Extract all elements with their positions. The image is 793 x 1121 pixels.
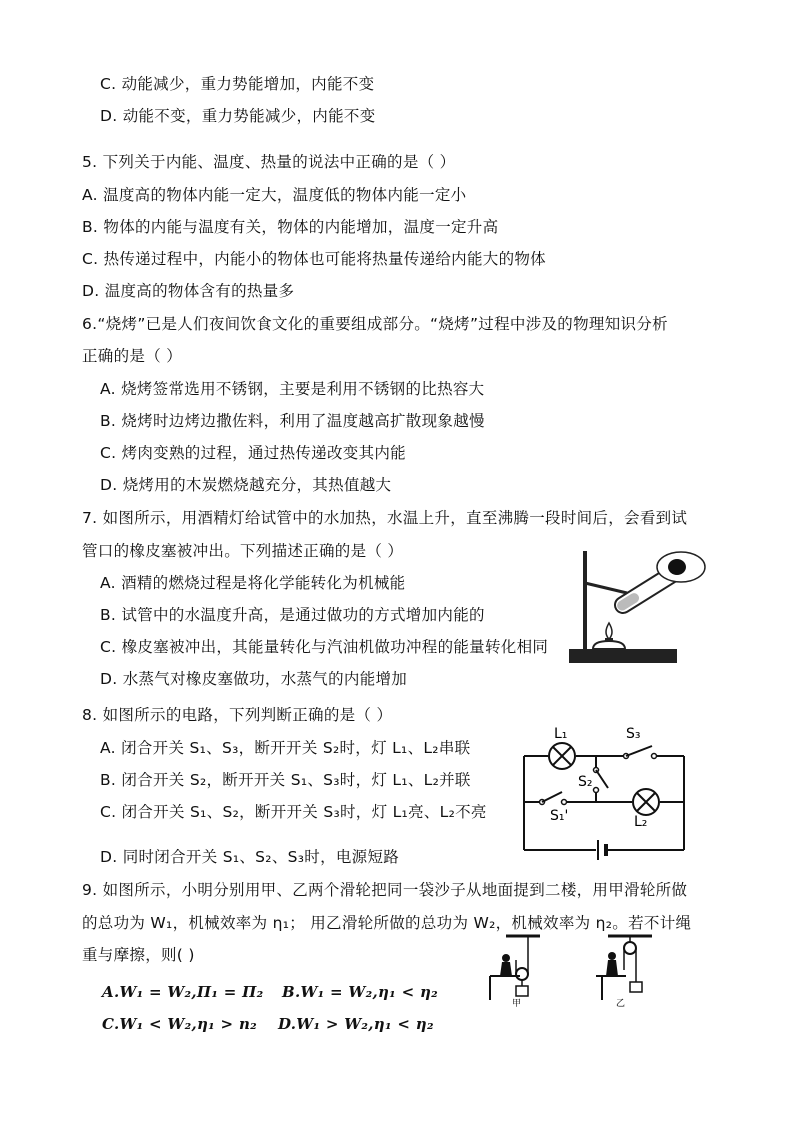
lamp-l2 — [633, 789, 659, 815]
q6-option-d: D. 烧烤用的木炭燃烧越充分，其热值越大 — [100, 476, 392, 494]
label-l2: L₂ — [634, 814, 648, 830]
q5-option-c: C. 热传递过程中，内能小的物体也可能将热量传递给内能大的物体 — [82, 250, 546, 268]
q5-stem: 5. 下列关于内能、温度、热量的说法中正确的是（ ） — [82, 153, 456, 171]
q9-option-b: B.W₁ = W₂,η₁ < η₂ — [282, 983, 439, 1001]
stand-base — [569, 649, 677, 663]
q9-option-c: C.W₁ < W₂,η₁ > n₂ — [102, 1015, 258, 1033]
test-tube-heating-figure — [565, 545, 715, 667]
q6-option-a: A. 烧烤签常选用不锈钢，主要是利用不锈钢的比热容大 — [100, 380, 485, 398]
q6-stem-line1: 6.“烧烤”已是人们夜间饮食文化的重要组成部分。“烧烤”过程中涉及的物理知识分析 — [82, 315, 668, 333]
q9-option-d: D.W₁ > W₂,η₁ < η₂ — [278, 1015, 434, 1033]
q4-option-c: C. 动能减少，重力势能增加，内能不变 — [100, 75, 375, 93]
sandbag-yi — [630, 982, 642, 992]
pulley-yi — [596, 936, 652, 1008]
lamp-l1 — [549, 743, 575, 769]
clamp-arm — [585, 583, 627, 593]
switch-s3 — [624, 746, 657, 759]
label-yi: 乙 — [616, 999, 626, 1008]
pulley-jia — [490, 936, 540, 1008]
q8-option-c: C. 闭合开关 S₁、S₂，断开开关 S₃时，灯 L₁亮、L₂不亮 — [100, 803, 487, 821]
q7-option-b: B. 试管中的水温度升高，是通过做功的方式增加内能的 — [100, 606, 485, 624]
q5-option-d: D. 温度高的物体含有的热量多 — [82, 282, 295, 300]
q6-option-c: C. 烤肉变熟的过程，通过热传递改变其内能 — [100, 444, 406, 462]
q8-stem: 8. 如图所示的电路，下列判断正确的是（ ） — [82, 706, 393, 724]
q7-stem-line2: 管口的橡皮塞被冲出。下列描述正确的是（ ） — [82, 542, 404, 560]
alcohol-lamp — [593, 641, 625, 649]
switch-s1 — [540, 792, 567, 805]
battery — [598, 840, 606, 860]
q9-stem-line3: 重与摩擦，则( ) — [82, 946, 195, 964]
q9-stem-line2: 的总功为 W₁，机械效率为 η₁； 用乙滑轮所做的总功为 W₂，机械效率为 η₂。若不计绳 — [82, 914, 692, 932]
stand-rod — [583, 551, 587, 651]
q7-option-a: A. 酒精的燃烧过程是将化学能转化为机械能 — [100, 574, 406, 592]
q6-option-b: B. 烧烤时边烤边撒佐料，利用了温度越高扩散现象越慢 — [100, 412, 485, 430]
label-s1: S₁' — [550, 808, 569, 824]
label-s3: S₃ — [626, 726, 641, 742]
circuit-diagram — [514, 722, 694, 864]
label-l1: L₁ — [554, 726, 568, 742]
q7-option-c: C. 橡皮塞被冲出，其能量转化与汽油机做功冲程的能量转化相同 — [100, 638, 549, 656]
q7-stem-line1: 7. 如图所示，用酒精灯给试管中的水加热，水温上升，直至沸腾一段时间后，会看到试 — [82, 509, 688, 527]
label-jia: 甲 — [512, 999, 522, 1008]
q5-option-a: A. 温度高的物体内能一定大，温度低的物体内能一定小 — [82, 186, 467, 204]
q8-option-a: A. 闭合开关 S₁、S₃，断开开关 S₂时，灯 L₁、L₂串联 — [100, 739, 471, 757]
pulley-figure — [488, 930, 663, 1008]
q4-option-d: D. 动能不变，重力势能减少，内能不变 — [100, 107, 376, 125]
q7-option-d: D. 水蒸气对橡皮塞做功，水蒸气的内能增加 — [100, 670, 408, 688]
q9-option-a: A.W₁ = W₂,Π₁ = Π₂ — [102, 983, 264, 1001]
q8-option-d: D. 同时闭合开关 S₁、S₂、S₃时，电源短路 — [100, 848, 400, 866]
sandbag-jia — [516, 986, 528, 996]
flame — [606, 623, 612, 639]
switch-s2 — [594, 768, 609, 793]
q9-stem-line1: 9. 如图所示，小明分别用甲、乙两个滑轮把同一袋沙子从地面提到二楼，用甲滑轮所做 — [82, 881, 688, 899]
flying-stopper — [668, 559, 686, 575]
q6-stem-line2: 正确的是（ ） — [82, 347, 183, 365]
label-s2: S₂ — [578, 774, 593, 790]
q8-option-b: B. 闭合开关 S₂，断开开关 S₁、S₃时，灯 L₁、L₂并联 — [100, 771, 471, 789]
q5-option-b: B. 物体的内能与温度有关，物体的内能增加，温度一定升高 — [82, 218, 499, 236]
